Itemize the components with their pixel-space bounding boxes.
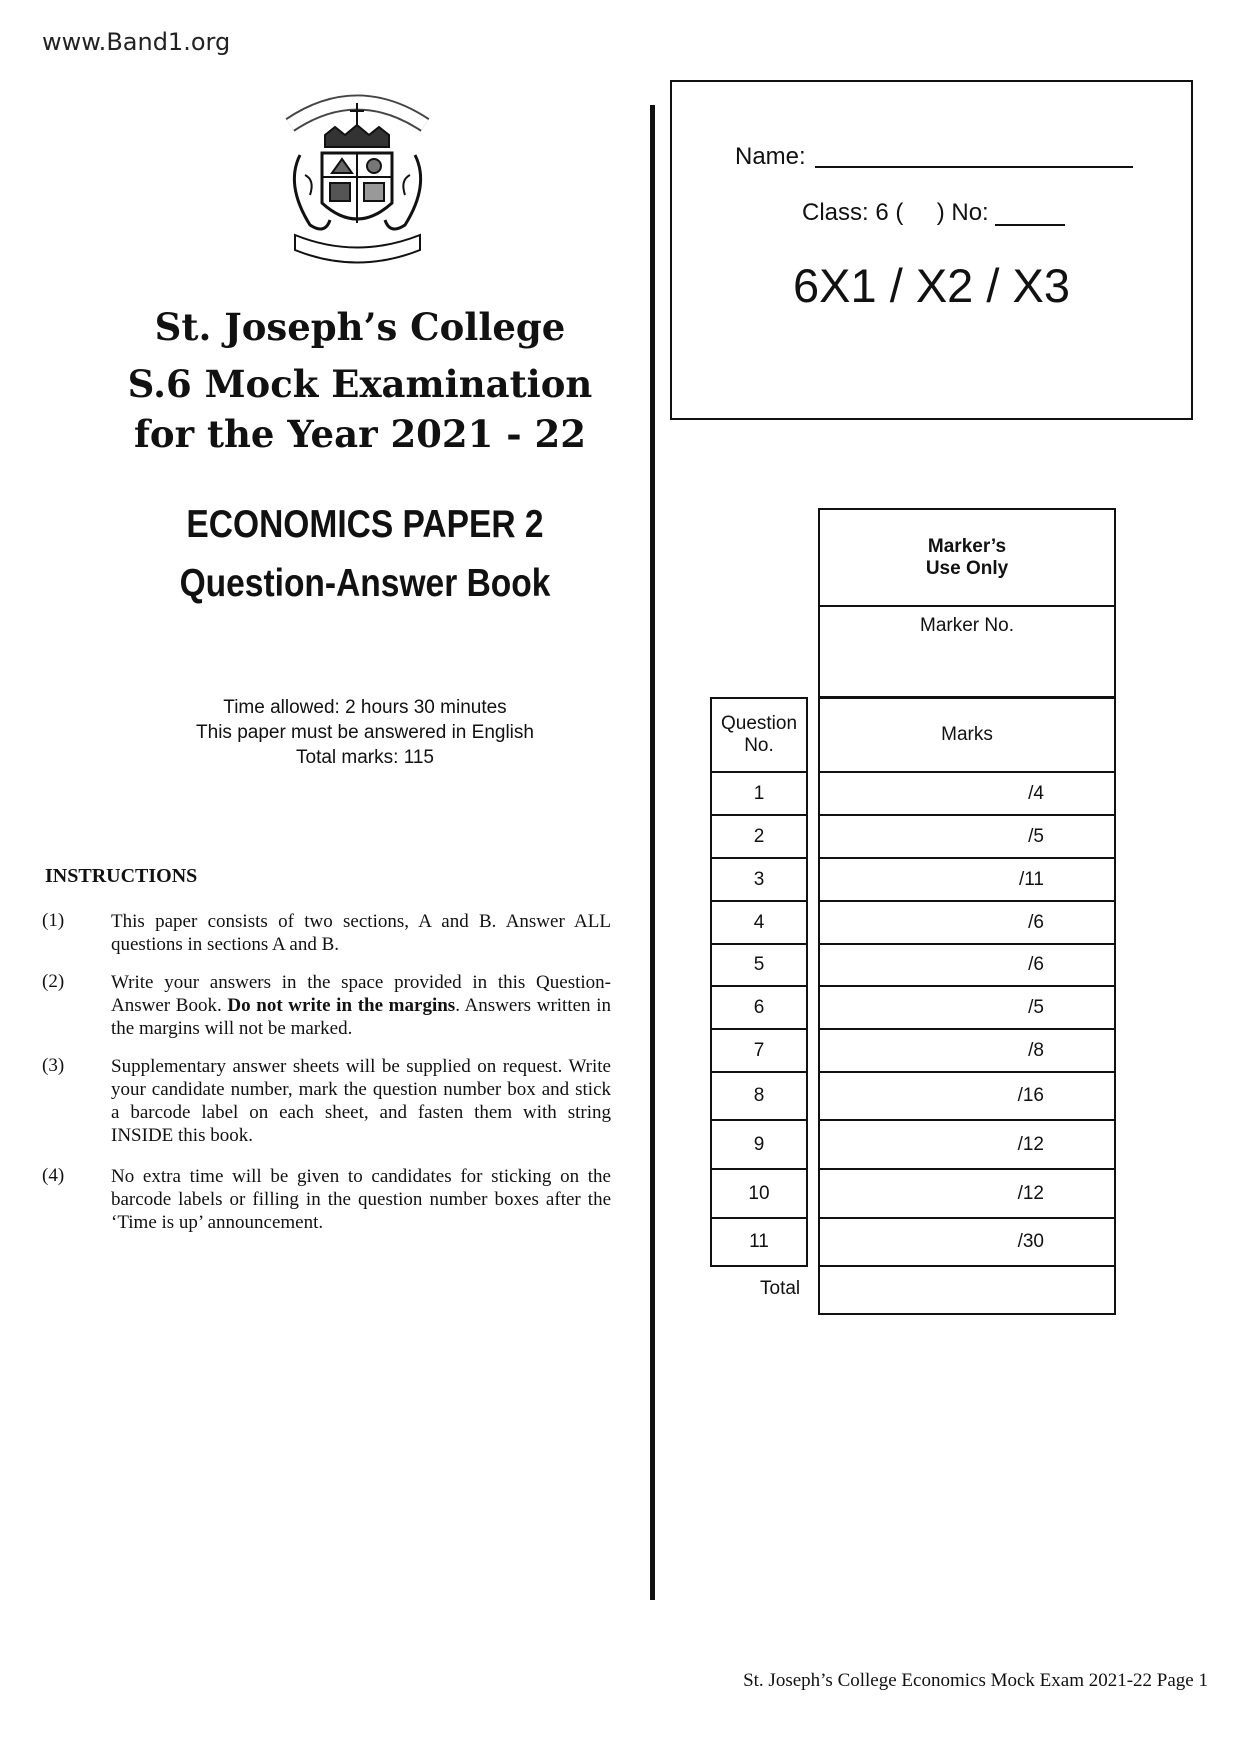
instruction-text: Supplementary answer sheets will be supplied on request. Write your candidate number, mark the question number box and stick a barcode label on each sheet, and fasten them with string INSIDE this book. bbox=[111, 1056, 611, 1146]
page-footer: St. Joseph’s College Economics Mock Exam 2021-22 Page 1 bbox=[743, 1670, 1208, 1691]
answer-language: This paper must be answered in English bbox=[196, 722, 534, 743]
marks-cell[interactable] bbox=[818, 857, 1116, 902]
question-no-header bbox=[710, 697, 808, 773]
max-marks: /8 bbox=[1028, 1039, 1044, 1061]
paper-subject: ECONOMICS PAPER 2 bbox=[186, 503, 544, 546]
marks-cell[interactable] bbox=[818, 771, 1116, 816]
marks-cell[interactable] bbox=[818, 1168, 1116, 1219]
max-marks: /6 bbox=[1028, 954, 1044, 975]
question-number-cell: 1 bbox=[710, 771, 808, 816]
class-label: Class: 6 ( ) No: bbox=[802, 199, 989, 226]
marks-cell[interactable] bbox=[818, 985, 1116, 1030]
instruction-number: (1) bbox=[42, 910, 65, 931]
total-marks-cell[interactable] bbox=[818, 1265, 1116, 1315]
question-no-line2: No. bbox=[744, 735, 774, 756]
total-marks: Total marks: 115 bbox=[296, 747, 434, 768]
marks-header bbox=[818, 697, 1116, 773]
question-number-cell: 9 bbox=[710, 1119, 808, 1170]
max-marks: /30 bbox=[1017, 1231, 1044, 1252]
question-no-line1: Question bbox=[720, 713, 798, 734]
max-marks: /4 bbox=[1028, 782, 1044, 804]
markers-use-line2: Use Only bbox=[925, 557, 1009, 579]
instruction-text: This paper consists of two sections, A and B. Answer ALL questions in sections A and B. bbox=[111, 911, 611, 955]
total-label: Total bbox=[760, 1278, 801, 1299]
question-number-cell: 7 bbox=[710, 1028, 808, 1073]
site-url: www.Band1.org bbox=[42, 28, 231, 56]
question-number-cell: 6 bbox=[710, 985, 808, 1030]
marks-label: Marks bbox=[941, 724, 993, 745]
instruction-text: Write your answers in the space provided in this Question-Answer Book. Do not write in the margins. Answers written in the margins will not be marked. bbox=[111, 972, 611, 1039]
marks-cell[interactable] bbox=[818, 1071, 1116, 1121]
instruction-text: No extra time will be given to candidates for sticking on the barcode labels or filling in the question number boxes after the ‘Time is up’ announcement. bbox=[111, 1166, 611, 1233]
max-marks: /5 bbox=[1028, 996, 1044, 1018]
question-number-cell: 5 bbox=[710, 943, 808, 987]
max-marks: /12 bbox=[1017, 1133, 1044, 1155]
vertical-divider bbox=[650, 105, 655, 1600]
max-marks: /12 bbox=[1017, 1182, 1044, 1204]
class-codes: 6X1 / X2 / X3 bbox=[793, 259, 1070, 312]
time-allowed: Time allowed: 2 hours 30 minutes bbox=[223, 697, 507, 718]
marks-cell[interactable] bbox=[818, 1119, 1116, 1170]
name-label: Name: bbox=[735, 143, 806, 170]
instruction-emphasis: Do not write in the margins bbox=[227, 995, 456, 1016]
question-number-cell: 11 bbox=[710, 1217, 808, 1267]
marks-cell[interactable] bbox=[818, 943, 1116, 987]
marks-cell[interactable] bbox=[818, 900, 1116, 945]
exam-title-line1: S.6 Mock Examination bbox=[127, 362, 593, 406]
paper-book-type: Question-Answer Book bbox=[179, 562, 551, 605]
max-marks: /6 bbox=[1028, 911, 1044, 933]
exam-title-line2: for the Year 2021 - 22 bbox=[133, 412, 587, 456]
marks-cell[interactable] bbox=[818, 814, 1116, 859]
number-blank-line[interactable] bbox=[995, 224, 1065, 226]
marks-cell[interactable] bbox=[818, 1028, 1116, 1073]
school-crest-logo bbox=[270, 85, 445, 275]
instruction-number: (3) bbox=[42, 1055, 65, 1076]
marker-no-label: Marker No. bbox=[920, 615, 1014, 636]
school-name: St. Joseph’s College bbox=[154, 305, 566, 349]
max-marks: /16 bbox=[1017, 1085, 1044, 1106]
markers-use-header bbox=[818, 508, 1116, 607]
markers-use-line1: Marker’s bbox=[927, 535, 1007, 557]
max-marks: /11 bbox=[1018, 868, 1044, 890]
instruction-number: (2) bbox=[42, 971, 65, 992]
instructions-heading: INSTRUCTIONS bbox=[45, 865, 198, 887]
question-number-cell: 8 bbox=[710, 1071, 808, 1121]
question-number-cell: 3 bbox=[710, 857, 808, 902]
marker-no-cell[interactable] bbox=[818, 605, 1116, 698]
question-number-cell: 2 bbox=[710, 814, 808, 859]
instruction-number: (4) bbox=[42, 1165, 65, 1186]
marks-cell[interactable] bbox=[818, 1217, 1116, 1267]
candidate-info-box bbox=[670, 80, 1193, 420]
max-marks: /5 bbox=[1028, 825, 1044, 847]
question-number-cell: 10 bbox=[710, 1168, 808, 1219]
question-number-cell: 4 bbox=[710, 900, 808, 945]
name-blank-line[interactable] bbox=[815, 166, 1133, 168]
